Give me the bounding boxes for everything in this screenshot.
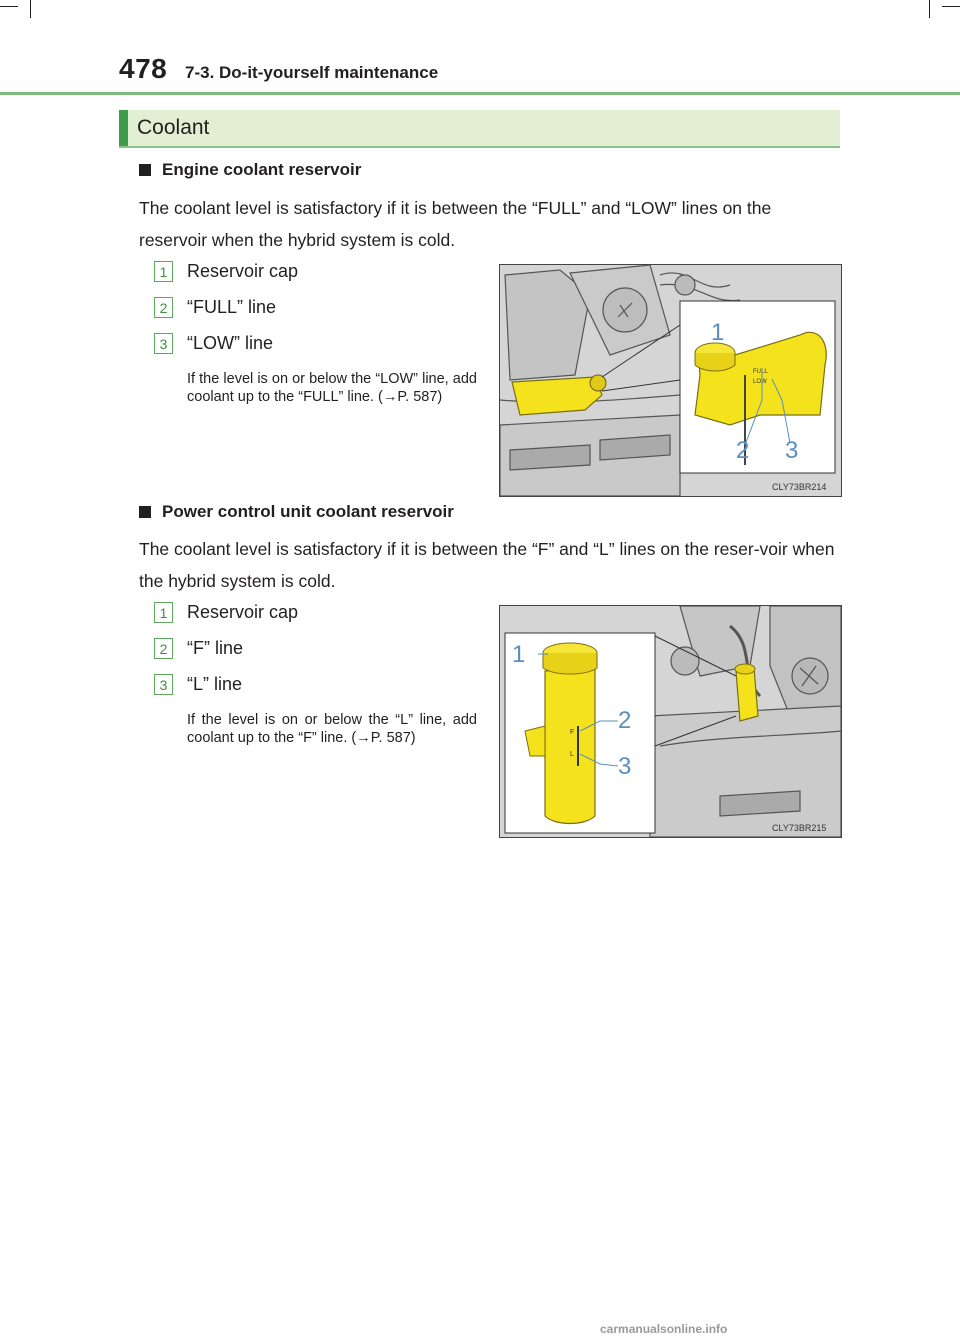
callout-1: 1 bbox=[711, 319, 725, 346]
callout-number: 1 bbox=[154, 602, 173, 623]
pcu-tank-small bbox=[736, 668, 758, 721]
bullet-square-icon bbox=[139, 506, 151, 518]
engine-bay-illustration bbox=[500, 265, 841, 496]
pcu-tank-detail bbox=[545, 666, 595, 824]
watermark: carmanualsonline.info bbox=[600, 1322, 728, 1336]
l-mark: L bbox=[570, 751, 574, 758]
callout-1: 1 bbox=[512, 641, 526, 668]
pcu-description: The coolant level is satisfactory if it is between the “F” and “L” lines on the reser-voir when the hybrid system is cold. bbox=[139, 539, 835, 591]
full-mark: FULL bbox=[753, 369, 768, 375]
engine-list-item bbox=[154, 333, 273, 354]
pcu-heading-text: Power control unit coolant reservoir bbox=[162, 502, 454, 521]
engine-reservoir-figure bbox=[499, 264, 842, 497]
item-label: Reservoir cap bbox=[187, 261, 299, 281]
crop-mark bbox=[30, 0, 31, 18]
callout-3: 3 bbox=[785, 437, 799, 464]
crop-mark bbox=[942, 6, 960, 7]
callout-2: 2 bbox=[736, 437, 750, 464]
section-heading: Coolant bbox=[137, 116, 210, 139]
item-label: “L” line bbox=[187, 674, 243, 694]
engine-subheading bbox=[139, 160, 361, 180]
pcu-note: If the level is on or below the “L” line, add coolant up to the “F” line. (→P. 587) bbox=[187, 712, 477, 746]
f-mark: F bbox=[570, 729, 575, 736]
figure-code: CLY73BR214 bbox=[772, 482, 827, 492]
engine-note: If the level is on or below the “LOW” line, add coolant up to the “FULL” line. (→P. 587) bbox=[187, 371, 477, 405]
engine-list-item bbox=[154, 261, 298, 282]
engine-list-item bbox=[154, 297, 276, 318]
bullet-square-icon bbox=[139, 164, 151, 176]
pcu-list-item bbox=[154, 602, 298, 623]
section-accent bbox=[119, 110, 128, 146]
callout-number: 1 bbox=[154, 261, 173, 282]
low-mark: LOW bbox=[753, 379, 767, 385]
header-rule bbox=[0, 92, 960, 95]
crop-mark bbox=[929, 0, 930, 18]
chapter-title: 7-3. Do-it-yourself maintenance bbox=[185, 63, 439, 82]
engine-heading-text: Engine coolant reservoir bbox=[162, 160, 362, 179]
pcu-list-item bbox=[154, 674, 242, 695]
page-number: 478 bbox=[119, 53, 168, 84]
pcu-list-item bbox=[154, 638, 243, 659]
callout-number: 2 bbox=[154, 297, 173, 318]
pcu-reservoir-figure bbox=[499, 605, 842, 838]
callout-number: 3 bbox=[154, 333, 173, 354]
callout-3: 3 bbox=[618, 753, 632, 780]
callout-2: 2 bbox=[618, 707, 632, 734]
crop-mark bbox=[0, 6, 18, 7]
figure-code: CLY73BR215 bbox=[772, 823, 827, 833]
item-label: “LOW” line bbox=[187, 333, 274, 353]
pcu-bay-illustration bbox=[500, 606, 841, 837]
pcu-subheading bbox=[139, 502, 454, 522]
item-label: Reservoir cap bbox=[187, 602, 299, 622]
section-heading-bar bbox=[119, 110, 840, 148]
engine-description: The coolant level is satisfactory if it is between the “FULL” and “LOW” lines on the reservoir when the hybrid system is cold. bbox=[139, 198, 772, 250]
callout-number: 3 bbox=[154, 674, 173, 695]
callout-number: 2 bbox=[154, 638, 173, 659]
item-label: “F” line bbox=[187, 638, 244, 658]
item-label: “FULL” line bbox=[187, 297, 277, 317]
